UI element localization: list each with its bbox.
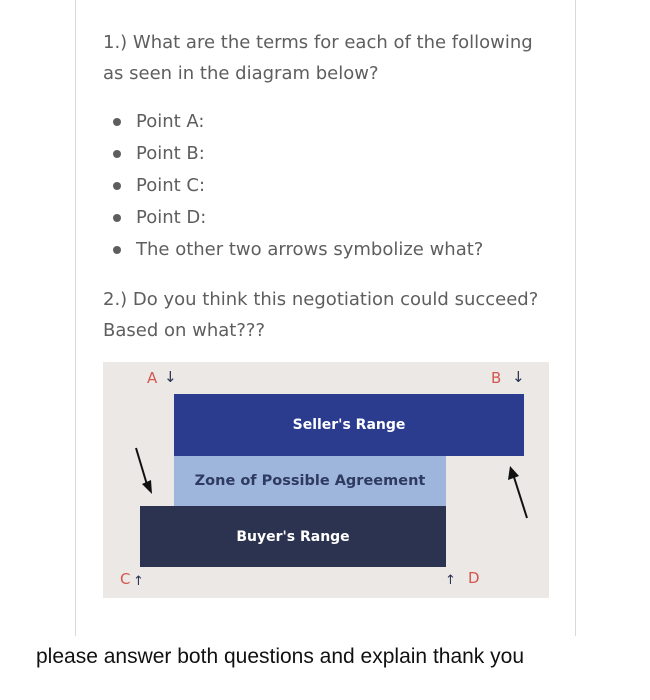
point-c-label: C xyxy=(120,570,132,588)
point-c-up-arrow-icon: ↑ xyxy=(133,574,144,589)
diagonal-arrows xyxy=(103,362,549,598)
point-a-label: A xyxy=(147,369,159,387)
sellers-range-label: Seller's Range xyxy=(292,417,406,433)
question-1-bullet-list xyxy=(106,106,483,266)
question-card xyxy=(75,0,576,636)
bullet-point-b: Point B: xyxy=(106,138,483,170)
point-d-up-arrow-icon: ↑ xyxy=(445,573,456,588)
footer-request-text: please answer both questions and explain thank you xyxy=(36,645,525,668)
bullet-other-arrows: The other two arrows symbolize what? xyxy=(106,234,483,266)
point-d-label: D xyxy=(468,569,481,587)
zone-label: Zone of Possible Agreement xyxy=(194,473,426,489)
bullet-point-d: Point D: xyxy=(106,202,483,234)
buyers-range-label: Buyer's Range xyxy=(236,528,350,545)
point-b-down-arrow-icon: ↓ xyxy=(512,368,525,386)
question-2-text: 2.) Do you think this negotiation could succeed? Based on what??? xyxy=(103,289,539,341)
zopa-diagram xyxy=(103,362,549,598)
point-a-down-arrow-icon: ↓ xyxy=(164,368,177,386)
point-b-label: B xyxy=(491,369,503,387)
question-1-text: 1.) What are the terms for each of the following as seen in the diagram below? xyxy=(103,32,533,84)
bullet-point-c: Point C: xyxy=(106,170,483,202)
bullet-point-a: Point A: xyxy=(106,106,483,138)
right-diagonal-arrow-icon xyxy=(508,466,527,518)
left-diagonal-arrow-icon xyxy=(136,448,152,494)
